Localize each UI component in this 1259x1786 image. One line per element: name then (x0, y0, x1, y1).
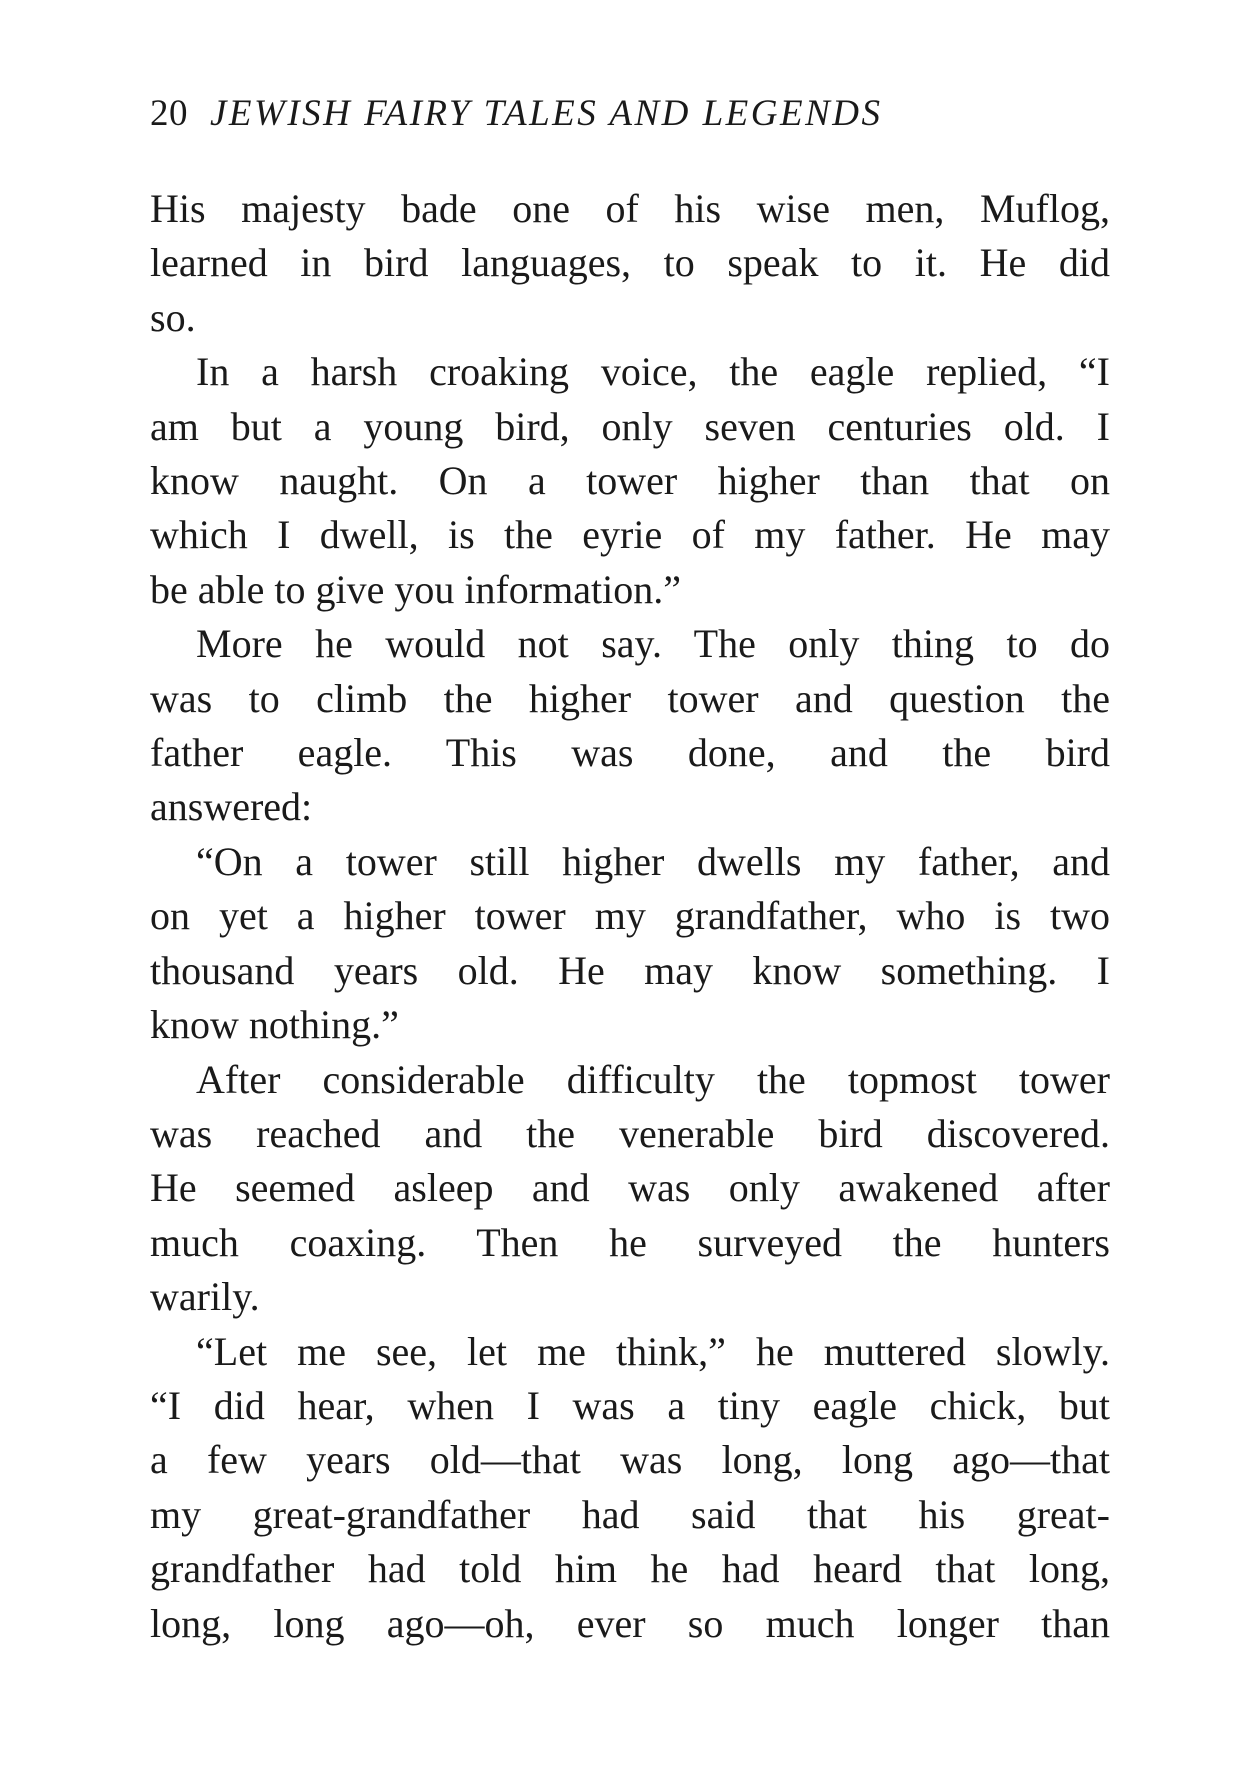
book-page (150, 92, 1110, 1651)
text-line: thousand years old. He may know something. I (150, 947, 1110, 993)
text-line: “On a tower still higher dwells my father, and (196, 838, 1110, 884)
text-line: know nothing.” (150, 1002, 399, 1048)
text-line: which I dwell, is the eyrie of my father. He may (150, 512, 1110, 558)
page-number: 20 (150, 93, 188, 134)
text-line: grandfather had told him he had heard that long, (150, 1546, 1110, 1592)
text-line: long, long ago—oh, ever so much longer than (150, 1600, 1110, 1646)
text-line: my great-grandfather had said that his great- (150, 1491, 1110, 1537)
text-line: father eagle. This was done, and the bird (150, 730, 1110, 776)
text-line: “I did hear, when I was a tiny eagle chick, but (150, 1382, 1110, 1428)
text-line: He seemed asleep and was only awakened after (150, 1165, 1110, 1211)
text-line: After considerable difficulty the topmost tower (196, 1056, 1110, 1102)
text-line: was to climb the higher tower and question the (150, 675, 1110, 721)
text-line: learned in bird languages, to speak to it. He did (150, 240, 1110, 286)
text-line: much coaxing. Then he surveyed the hunters (150, 1219, 1110, 1265)
text-line: be able to give you information.” (150, 566, 681, 612)
text-line: know naught. On a tower higher than that on (150, 458, 1110, 504)
text-line: “Let me see, let me think,” he muttered slowly. (196, 1328, 1110, 1374)
text-line: warily. (150, 1274, 260, 1320)
text-line: so. (150, 294, 196, 340)
text-line: In a harsh croaking voice, the eagle replied, “I (196, 349, 1110, 395)
running-head (150, 92, 1110, 148)
body-text (150, 182, 1110, 1651)
text-line: on yet a higher tower my grandfather, who is two (150, 893, 1110, 939)
text-line: a few years old—that was long, long ago—that (150, 1437, 1110, 1483)
book-title: JEWISH FAIRY TALES AND LEGENDS (210, 93, 883, 134)
text-line: answered: (150, 784, 313, 830)
text-line: am but a young bird, only seven centuries old. I (150, 403, 1110, 449)
text-line: was reached and the venerable bird discovered. (150, 1110, 1110, 1156)
text-line: His majesty bade one of his wise men, Muflog, (150, 186, 1110, 231)
text-line: More he would not say. The only thing to do (196, 621, 1110, 667)
